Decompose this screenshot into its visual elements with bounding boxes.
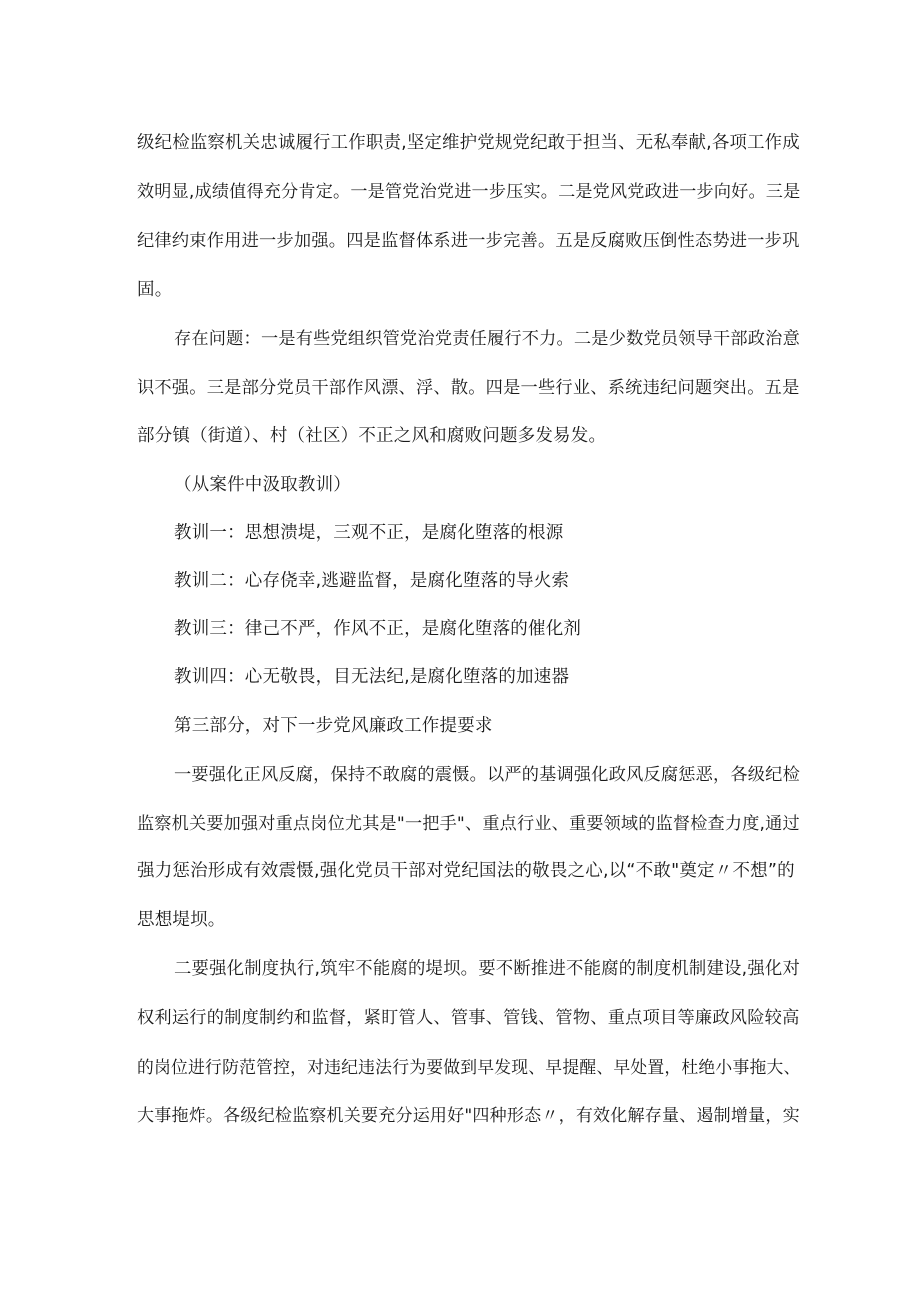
- paragraph-line: 存在问题：一是有些党组织管党治党责任履行不力。二是少数党员领导干部政治意: [174, 329, 800, 349]
- paragraph-line: 识不强。三是部分党员干部作风漂、浮、散。四是一些行业、系统违纪问题突出。五是: [137, 378, 800, 398]
- paragraph-line: 纪律约束作用进一步加强。四是监督体系进一步完善。五是反腐败压倒性态势进一步巩: [137, 231, 800, 251]
- paragraph-line: 监察机关要加强对重点岗位尤其是"一把手"、重点行业、重要领域的监督检查力度,通过: [137, 814, 800, 834]
- paragraph-line: 权利运行的制度制约和监督，紧盯管人、管事、管钱、管物、重点项目等廉政风险较高: [137, 1008, 800, 1028]
- lesson-item: 教训四：心无敬畏，目无法纪,是腐化堕落的加速器: [174, 667, 570, 687]
- paragraph-line: 的岗位进行防范管控，对违纪违法行为要做到早发现、早提醒、早处置，杜绝小事拖大、: [137, 1057, 801, 1077]
- section-subtitle: （从案件中汲取教训）: [174, 475, 351, 495]
- lesson-item: 教训一：思想溃堤，三观不正，是腐化堕落的根源: [174, 523, 564, 543]
- paragraph-line: 二要强化制度执行,筑牢不能腐的堤坝。要不断推进不能腐的制度机制建设,强化对: [174, 959, 801, 979]
- paragraph-line: 效明显,成绩值得充分肯定。一是管党治党进一步压实。二是党风党政进一步向好。三是: [137, 182, 801, 202]
- paragraph-line: 部分镇（街道）、村（社区）不正之风和腐败问题多发易发。: [137, 426, 607, 446]
- paragraph-line: 思想堤坝。: [137, 910, 226, 930]
- lesson-item: 教训二：心存侥幸,逃避监督，是腐化堕落的导火索: [174, 571, 570, 591]
- paragraph-line: 级纪检监察机关忠诚履行工作职责,坚定维护党规党纪敢于担当、无私奉献,各项工作成: [137, 133, 800, 153]
- paragraph-line: 大事拖炸。各级纪检监察机关要充分运用好"四种形态〃，有效化解存量、遏制增量，实: [137, 1106, 800, 1126]
- lesson-item: 教训三：律己不严，作风不正，是腐化堕落的催化剂: [174, 619, 582, 639]
- section-heading: 第三部分，对下一步党风廉政工作提要求: [174, 716, 493, 736]
- paragraph-line: 固。: [137, 280, 173, 300]
- paragraph-line: 强力惩治形成有效震慑,强化党员干部对党纪国法的敬畏之心,以“不敢"奠定〃不想”的: [137, 861, 795, 881]
- paragraph-line: 一要强化正风反腐，保持不敢腐的震慑。以严的基调强化政风反腐惩恶，各级纪检: [174, 765, 800, 785]
